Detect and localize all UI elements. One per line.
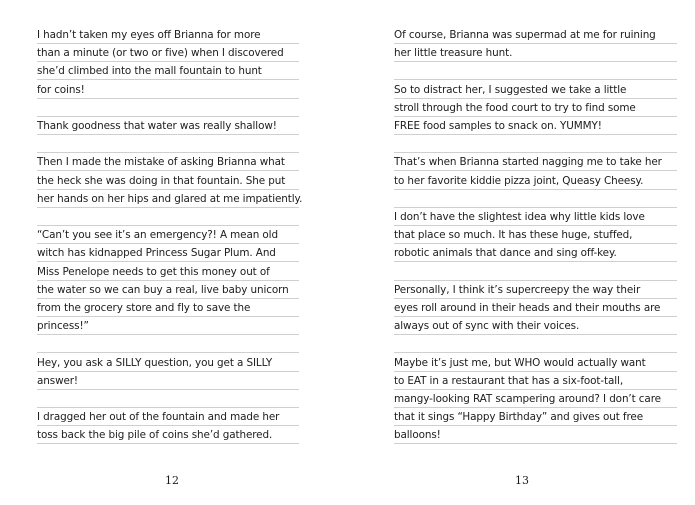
- text-line: answer!: [37, 374, 78, 387]
- text-line: from the grocery store and fly to save the: [37, 302, 251, 314]
- text-line: always out of sync with their voices.: [394, 320, 580, 333]
- text-line: the heck she was doing in that fountain. She put: [37, 174, 286, 187]
- text-line: That’s when Brianna started nagging me to take her: [394, 156, 662, 169]
- text-line: I don’t have the slightest idea why little kids love: [394, 211, 645, 223]
- text-line: to EAT in a restaurant that has a six-foot-tall,: [394, 374, 624, 387]
- text-line: that place so much. It has these huge, stuffed,: [394, 229, 633, 242]
- text-line: stroll through the food court to try to find some: [394, 101, 636, 114]
- text-line: for coins!: [37, 83, 85, 96]
- text-line: Thank goodness that water was really shallow!: [37, 120, 277, 132]
- ruled-line: [37, 443, 299, 444]
- text-line: to her favorite kiddie pizza joint, Queasy Cheesy.: [394, 174, 644, 187]
- right-page: [394, 0, 694, 505]
- page-number: 13: [515, 474, 529, 487]
- text-line: eyes roll around in their heads and their mouths are: [394, 302, 661, 314]
- text-line: princess!”: [37, 320, 89, 333]
- text-line: Miss Penelope needs to get this money out of: [37, 265, 270, 278]
- text-line: Hey, you ask a SILLY question, you get a SILLY: [37, 356, 273, 369]
- text-line: that it sings “Happy Birthday” and gives out free: [394, 411, 643, 424]
- left-page: [37, 0, 337, 505]
- text-line: I hadn’t taken my eyes off Brianna for more: [37, 29, 261, 41]
- text-line: than a minute (or two or five) when I discovered: [37, 47, 284, 60]
- page-number: 12: [165, 474, 179, 487]
- text-line: Personally, I think it’s supercreepy the way their: [394, 283, 641, 296]
- text-line: FREE food samples to snack on. YUMMY!: [394, 120, 602, 132]
- text-line: witch has kidnapped Princess Sugar Plum. And: [37, 247, 276, 260]
- text-line: her little treasure hunt.: [394, 47, 513, 60]
- text-line: toss back the big pile of coins she’d gathered.: [37, 429, 273, 442]
- text-line: So to distract her, I suggested we take a little: [394, 83, 627, 96]
- text-line: the water so we can buy a real, live baby unicorn: [37, 283, 289, 296]
- text-line: her hands on her hips and glared at me impatiently.: [37, 192, 303, 205]
- ruled-line: [394, 443, 677, 444]
- text-line: Maybe it’s just me, but WHO would actually want: [394, 356, 646, 369]
- text-line: balloons!: [394, 429, 441, 442]
- text-line: Of course, Brianna was supermad at me for ruining: [394, 29, 656, 41]
- text-line: robotic animals that dance and sing off-key.: [394, 247, 617, 260]
- text-line: I dragged her out of the fountain and made her: [37, 411, 280, 424]
- text-line: Then I made the mistake of asking Brianna what: [37, 156, 285, 169]
- text-line: mangy-looking RAT scampering around? I don’t care: [394, 393, 661, 405]
- text-line: “Can’t you see it’s an emergency?! A mean old: [37, 229, 278, 242]
- text-line: she’d climbed into the mall fountain to hunt: [37, 65, 262, 78]
